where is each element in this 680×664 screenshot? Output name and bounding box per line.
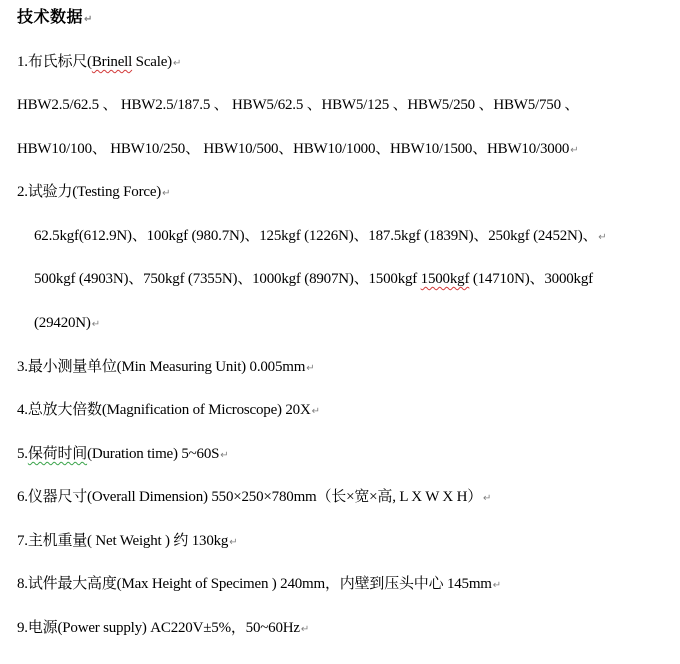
- brinell-heading-prefix: 1.布氏标尺(: [17, 54, 92, 70]
- title-text: 技术数据: [17, 9, 84, 26]
- document-title: [17, 8, 93, 30]
- force-row-1-text: 62.5kgf(612.9N)、100kgf (980.7N)、125kgf (1226N)、187.5kgf (1839N)、250kgf (2452N)、: [34, 228, 598, 244]
- paragraph-mark-icon: ↵: [306, 363, 315, 374]
- force-row-1: [34, 226, 606, 248]
- max-height-text: 8.试件最大高度(Max Height of Specimen ) 240mm，内壁到压头中心 145mm: [17, 576, 492, 592]
- paragraph-mark-icon: ↵: [172, 58, 182, 69]
- brinell-scales-row-2-text: HBW10/100、 HBW10/250、 HBW10/500、HBW10/1000、HBW10/1500、HBW10/3000: [17, 141, 570, 157]
- magnification-text: 4.总放大倍数(Magnification of Microscope) 20X: [17, 402, 311, 418]
- brinell-scales-row-1: HBW2.5/62.5 、 HBW2.5/187.5 、 HBW5/62.5 、HBW5/125 、HBW5/250 、HBW5/750 、: [17, 97, 580, 113]
- duration-time: [17, 444, 228, 466]
- brinell-heading: [17, 52, 181, 74]
- force-row-2-suffix: (14710N)、3000kgf: [469, 271, 593, 287]
- paragraph-mark-icon: ↵: [492, 580, 501, 591]
- force-heading-text: 2.试验力(Testing Force): [17, 184, 162, 200]
- force-row-2-prefix: 500kgf (4903N)、750kgf (7355N)、1000kgf (8907N)、1500kgf: [34, 271, 421, 287]
- duration-squiggle: 保荷时间: [27, 446, 88, 462]
- paragraph-mark-icon: ↵: [91, 319, 100, 330]
- net-weight: [17, 531, 237, 553]
- duration-prefix: 5.: [17, 446, 28, 462]
- brinell-scales-row-2: [17, 139, 578, 161]
- min-unit-text: 3.最小测量单位(Min Measuring Unit) 0.005mm: [17, 359, 306, 375]
- max-height: [17, 574, 501, 596]
- force-row-3: [34, 313, 100, 335]
- paragraph-mark-icon: ↵: [483, 493, 492, 504]
- paragraph-mark-icon: ↵: [84, 14, 93, 25]
- magnification: [17, 400, 320, 422]
- min-measuring-unit: [17, 357, 314, 379]
- force-row-2-squiggle: 1500kgf: [420, 271, 470, 287]
- paragraph-mark-icon: ↵: [162, 188, 171, 199]
- paragraph-mark-icon: ↵: [220, 450, 229, 461]
- paragraph-mark-icon: ↵: [229, 537, 238, 548]
- brinell-heading-suffix: Scale): [132, 54, 172, 70]
- force-row-2: [34, 269, 593, 289]
- paragraph-mark-icon: ↵: [311, 406, 320, 417]
- paragraph-mark-icon: ↵: [300, 624, 310, 635]
- overall-dimension: [17, 487, 491, 509]
- force-heading: [17, 182, 170, 204]
- paragraph-mark-icon: ↵: [570, 145, 579, 156]
- duration-suffix: (Duration time) 5~60S: [87, 446, 220, 462]
- paragraph-mark-icon: ↵: [598, 232, 607, 243]
- power-supply: [17, 618, 309, 640]
- dimension-text: 6.仪器尺寸(Overall Dimension) 550×250×780mm（长×宽×高, L X W X H）: [17, 489, 483, 505]
- force-row-3-text: (29420N): [34, 315, 91, 331]
- brinell-word: Brinell: [91, 54, 133, 70]
- net-weight-text: 7.主机重量( Net Weight ) 约 130kg: [17, 533, 229, 549]
- power-text: 9.电源(Power supply) AC220V±5%，50~60Hz: [17, 620, 300, 636]
